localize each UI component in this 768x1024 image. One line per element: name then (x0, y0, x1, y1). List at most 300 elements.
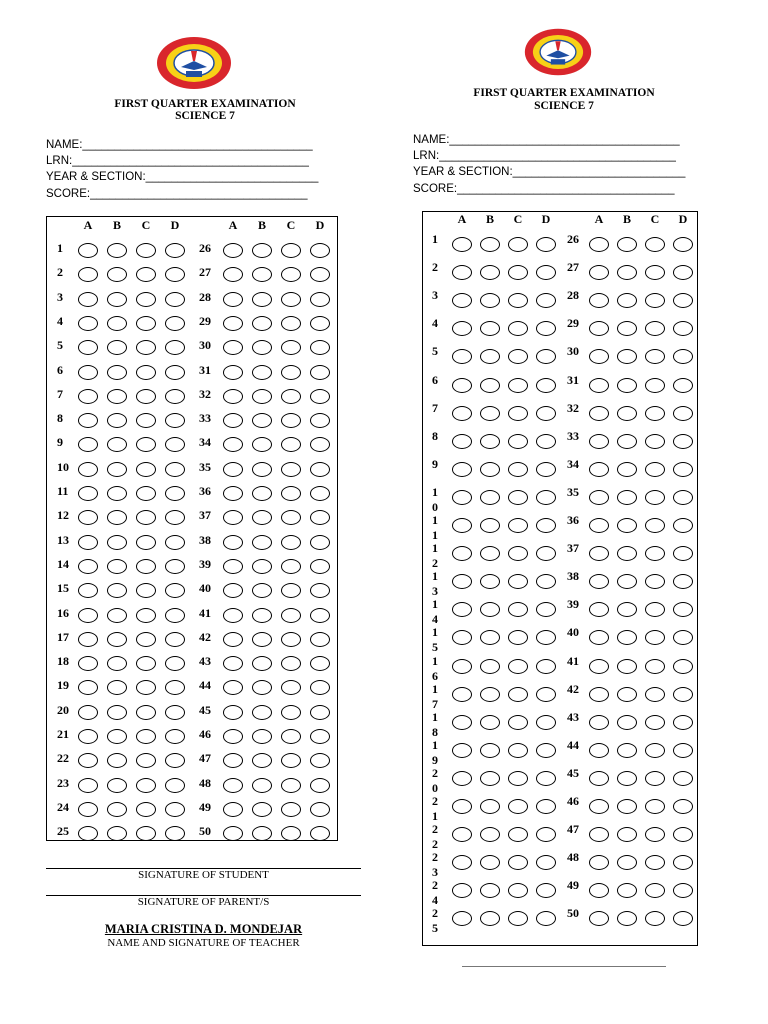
answer-bubble-29-d[interactable] (673, 321, 693, 336)
answer-bubble-25-d[interactable] (165, 826, 185, 841)
answer-bubble-35-b[interactable] (617, 490, 637, 505)
answer-bubble-31-a[interactable] (589, 378, 609, 393)
answer-bubble-8-b[interactable] (107, 413, 127, 428)
answer-bubble-21-b[interactable] (107, 729, 127, 744)
answer-bubble-29-a[interactable] (589, 321, 609, 336)
answer-bubble-6-a[interactable] (452, 378, 472, 393)
answer-bubble-45-b[interactable] (252, 705, 272, 720)
answer-bubble-25-c[interactable] (136, 826, 156, 841)
answer-bubble-36-a[interactable] (589, 518, 609, 533)
answer-bubble-23-d[interactable] (165, 778, 185, 793)
answer-bubble-10-d[interactable] (536, 490, 556, 505)
answer-bubble-3-c[interactable] (136, 292, 156, 307)
answer-bubble-49-b[interactable] (617, 883, 637, 898)
answer-bubble-13-a[interactable] (78, 535, 98, 550)
answer-bubble-15-d[interactable] (536, 630, 556, 645)
answer-bubble-38-d[interactable] (310, 535, 330, 550)
answer-bubble-36-b[interactable] (252, 486, 272, 501)
answer-bubble-46-b[interactable] (617, 799, 637, 814)
answer-bubble-25-b[interactable] (480, 911, 500, 926)
answer-bubble-3-d[interactable] (536, 293, 556, 308)
answer-bubble-24-c[interactable] (136, 802, 156, 817)
answer-bubble-30-d[interactable] (310, 340, 330, 355)
answer-bubble-30-c[interactable] (281, 340, 301, 355)
answer-bubble-17-c[interactable] (508, 687, 528, 702)
answer-bubble-12-b[interactable] (107, 510, 127, 525)
answer-bubble-24-a[interactable] (452, 883, 472, 898)
answer-bubble-1-c[interactable] (508, 237, 528, 252)
answer-bubble-45-a[interactable] (223, 705, 243, 720)
answer-bubble-44-a[interactable] (223, 680, 243, 695)
answer-bubble-36-c[interactable] (645, 518, 665, 533)
answer-bubble-50-c[interactable] (645, 911, 665, 926)
answer-bubble-29-b[interactable] (252, 316, 272, 331)
answer-bubble-32-a[interactable] (223, 389, 243, 404)
answer-bubble-24-c[interactable] (508, 883, 528, 898)
answer-bubble-50-d[interactable] (673, 911, 693, 926)
answer-bubble-34-d[interactable] (673, 462, 693, 477)
lrn-field[interactable]: LRN:_____________________________________ (46, 155, 309, 168)
answer-bubble-36-c[interactable] (281, 486, 301, 501)
answer-bubble-16-b[interactable] (107, 608, 127, 623)
answer-bubble-39-c[interactable] (281, 559, 301, 574)
answer-bubble-15-d[interactable] (165, 583, 185, 598)
answer-bubble-44-d[interactable] (310, 680, 330, 695)
answer-bubble-1-a[interactable] (78, 243, 98, 258)
answer-bubble-40-c[interactable] (281, 583, 301, 598)
answer-bubble-14-a[interactable] (78, 559, 98, 574)
answer-bubble-27-b[interactable] (252, 267, 272, 282)
answer-bubble-37-b[interactable] (617, 546, 637, 561)
answer-bubble-2-a[interactable] (78, 267, 98, 282)
answer-bubble-16-a[interactable] (452, 659, 472, 674)
lrn-field[interactable]: LRN:_____________________________________ (413, 150, 676, 163)
answer-bubble-11-a[interactable] (452, 518, 472, 533)
answer-bubble-37-a[interactable] (223, 510, 243, 525)
answer-bubble-23-d[interactable] (536, 855, 556, 870)
answer-bubble-2-d[interactable] (165, 267, 185, 282)
answer-bubble-22-d[interactable] (165, 753, 185, 768)
answer-bubble-15-c[interactable] (508, 630, 528, 645)
answer-bubble-31-d[interactable] (310, 365, 330, 380)
answer-bubble-26-d[interactable] (310, 243, 330, 258)
answer-bubble-9-c[interactable] (136, 437, 156, 452)
answer-bubble-9-a[interactable] (78, 437, 98, 452)
answer-bubble-4-d[interactable] (536, 321, 556, 336)
answer-bubble-11-a[interactable] (78, 486, 98, 501)
answer-bubble-20-c[interactable] (508, 771, 528, 786)
answer-bubble-34-b[interactable] (252, 437, 272, 452)
answer-bubble-22-b[interactable] (480, 827, 500, 842)
answer-bubble-39-c[interactable] (645, 602, 665, 617)
answer-bubble-6-c[interactable] (136, 365, 156, 380)
answer-bubble-42-c[interactable] (645, 687, 665, 702)
answer-bubble-27-d[interactable] (673, 265, 693, 280)
answer-bubble-31-a[interactable] (223, 365, 243, 380)
answer-bubble-23-a[interactable] (452, 855, 472, 870)
answer-bubble-4-c[interactable] (508, 321, 528, 336)
answer-bubble-44-a[interactable] (589, 743, 609, 758)
answer-bubble-45-a[interactable] (589, 771, 609, 786)
answer-bubble-22-d[interactable] (536, 827, 556, 842)
answer-bubble-38-b[interactable] (252, 535, 272, 550)
answer-bubble-39-a[interactable] (589, 602, 609, 617)
answer-bubble-27-d[interactable] (310, 267, 330, 282)
answer-bubble-7-c[interactable] (136, 389, 156, 404)
answer-bubble-32-c[interactable] (281, 389, 301, 404)
answer-bubble-15-b[interactable] (107, 583, 127, 598)
answer-bubble-42-a[interactable] (223, 632, 243, 647)
answer-bubble-46-c[interactable] (645, 799, 665, 814)
answer-bubble-11-c[interactable] (136, 486, 156, 501)
answer-bubble-47-b[interactable] (617, 827, 637, 842)
answer-bubble-20-a[interactable] (78, 705, 98, 720)
answer-bubble-17-d[interactable] (536, 687, 556, 702)
answer-bubble-1-a[interactable] (452, 237, 472, 252)
answer-bubble-43-b[interactable] (252, 656, 272, 671)
answer-bubble-31-b[interactable] (252, 365, 272, 380)
answer-bubble-28-d[interactable] (673, 293, 693, 308)
year-section-field[interactable]: YEAR & SECTION:___________________________ (46, 171, 319, 184)
answer-bubble-20-c[interactable] (136, 705, 156, 720)
score-field[interactable]: SCORE:__________________________________ (46, 187, 308, 200)
answer-bubble-19-b[interactable] (480, 743, 500, 758)
answer-bubble-4-d[interactable] (165, 316, 185, 331)
answer-bubble-47-b[interactable] (252, 753, 272, 768)
answer-bubble-1-b[interactable] (480, 237, 500, 252)
answer-bubble-19-a[interactable] (452, 743, 472, 758)
answer-bubble-10-c[interactable] (136, 462, 156, 477)
answer-bubble-25-c[interactable] (508, 911, 528, 926)
answer-bubble-32-a[interactable] (589, 406, 609, 421)
answer-bubble-39-d[interactable] (673, 602, 693, 617)
answer-bubble-27-c[interactable] (281, 267, 301, 282)
answer-bubble-24-b[interactable] (107, 802, 127, 817)
answer-bubble-7-b[interactable] (107, 389, 127, 404)
answer-bubble-33-b[interactable] (252, 413, 272, 428)
answer-bubble-49-b[interactable] (252, 802, 272, 817)
answer-bubble-46-d[interactable] (310, 729, 330, 744)
answer-bubble-44-c[interactable] (645, 743, 665, 758)
answer-bubble-25-d[interactable] (536, 911, 556, 926)
answer-bubble-23-c[interactable] (136, 778, 156, 793)
answer-bubble-4-b[interactable] (107, 316, 127, 331)
answer-bubble-17-a[interactable] (78, 632, 98, 647)
answer-bubble-11-d[interactable] (536, 518, 556, 533)
answer-bubble-42-d[interactable] (310, 632, 330, 647)
answer-bubble-13-d[interactable] (536, 574, 556, 589)
answer-bubble-23-b[interactable] (107, 778, 127, 793)
answer-bubble-1-d[interactable] (165, 243, 185, 258)
answer-bubble-43-b[interactable] (617, 715, 637, 730)
answer-bubble-8-c[interactable] (136, 413, 156, 428)
answer-bubble-28-d[interactable] (310, 292, 330, 307)
answer-bubble-40-b[interactable] (252, 583, 272, 598)
answer-bubble-34-d[interactable] (310, 437, 330, 452)
answer-bubble-24-d[interactable] (165, 802, 185, 817)
answer-bubble-35-d[interactable] (310, 462, 330, 477)
answer-bubble-21-c[interactable] (136, 729, 156, 744)
answer-bubble-18-b[interactable] (107, 656, 127, 671)
answer-bubble-38-a[interactable] (589, 574, 609, 589)
answer-bubble-28-b[interactable] (617, 293, 637, 308)
answer-bubble-25-a[interactable] (78, 826, 98, 841)
answer-bubble-12-a[interactable] (78, 510, 98, 525)
answer-bubble-18-b[interactable] (480, 715, 500, 730)
answer-bubble-14-d[interactable] (536, 602, 556, 617)
answer-bubble-31-c[interactable] (645, 378, 665, 393)
answer-bubble-22-b[interactable] (107, 753, 127, 768)
answer-bubble-8-c[interactable] (508, 434, 528, 449)
answer-bubble-23-a[interactable] (78, 778, 98, 793)
answer-bubble-7-a[interactable] (78, 389, 98, 404)
answer-bubble-17-c[interactable] (136, 632, 156, 647)
answer-bubble-34-b[interactable] (617, 462, 637, 477)
answer-bubble-49-d[interactable] (673, 883, 693, 898)
answer-bubble-41-b[interactable] (252, 608, 272, 623)
answer-bubble-13-a[interactable] (452, 574, 472, 589)
answer-bubble-43-c[interactable] (645, 715, 665, 730)
answer-bubble-39-d[interactable] (310, 559, 330, 574)
answer-bubble-28-b[interactable] (252, 292, 272, 307)
answer-bubble-2-c[interactable] (136, 267, 156, 282)
answer-bubble-43-d[interactable] (310, 656, 330, 671)
answer-bubble-41-c[interactable] (281, 608, 301, 623)
answer-bubble-47-d[interactable] (673, 827, 693, 842)
answer-bubble-26-a[interactable] (589, 237, 609, 252)
answer-bubble-16-c[interactable] (136, 608, 156, 623)
answer-bubble-29-d[interactable] (310, 316, 330, 331)
answer-bubble-34-a[interactable] (589, 462, 609, 477)
answer-bubble-37-d[interactable] (310, 510, 330, 525)
answer-bubble-35-c[interactable] (645, 490, 665, 505)
answer-bubble-30-a[interactable] (589, 349, 609, 364)
answer-bubble-41-c[interactable] (645, 659, 665, 674)
answer-bubble-32-c[interactable] (645, 406, 665, 421)
answer-bubble-18-d[interactable] (165, 656, 185, 671)
answer-bubble-26-d[interactable] (673, 237, 693, 252)
answer-bubble-13-c[interactable] (136, 535, 156, 550)
answer-bubble-20-d[interactable] (165, 705, 185, 720)
answer-bubble-18-a[interactable] (78, 656, 98, 671)
answer-bubble-49-c[interactable] (645, 883, 665, 898)
answer-bubble-10-b[interactable] (480, 490, 500, 505)
score-field[interactable]: SCORE:__________________________________ (413, 182, 675, 195)
answer-bubble-39-b[interactable] (617, 602, 637, 617)
answer-bubble-18-c[interactable] (508, 715, 528, 730)
answer-bubble-2-a[interactable] (452, 265, 472, 280)
answer-bubble-5-b[interactable] (480, 349, 500, 364)
answer-bubble-3-d[interactable] (165, 292, 185, 307)
answer-bubble-2-d[interactable] (536, 265, 556, 280)
answer-bubble-6-a[interactable] (78, 365, 98, 380)
answer-bubble-14-b[interactable] (107, 559, 127, 574)
answer-bubble-12-c[interactable] (508, 546, 528, 561)
answer-bubble-20-b[interactable] (480, 771, 500, 786)
answer-bubble-46-a[interactable] (223, 729, 243, 744)
answer-bubble-24-a[interactable] (78, 802, 98, 817)
answer-bubble-30-b[interactable] (252, 340, 272, 355)
answer-bubble-18-a[interactable] (452, 715, 472, 730)
answer-bubble-33-b[interactable] (617, 434, 637, 449)
answer-bubble-27-c[interactable] (645, 265, 665, 280)
answer-bubble-7-b[interactable] (480, 406, 500, 421)
answer-bubble-22-a[interactable] (78, 753, 98, 768)
answer-bubble-44-d[interactable] (673, 743, 693, 758)
answer-bubble-35-a[interactable] (223, 462, 243, 477)
answer-bubble-12-c[interactable] (136, 510, 156, 525)
answer-bubble-10-d[interactable] (165, 462, 185, 477)
answer-bubble-50-b[interactable] (252, 826, 272, 841)
answer-bubble-18-c[interactable] (136, 656, 156, 671)
answer-bubble-40-a[interactable] (223, 583, 243, 598)
answer-bubble-31-b[interactable] (617, 378, 637, 393)
answer-bubble-16-d[interactable] (536, 659, 556, 674)
answer-bubble-26-a[interactable] (223, 243, 243, 258)
answer-bubble-13-d[interactable] (165, 535, 185, 550)
answer-bubble-37-a[interactable] (589, 546, 609, 561)
answer-bubble-4-b[interactable] (480, 321, 500, 336)
answer-bubble-43-d[interactable] (673, 715, 693, 730)
answer-bubble-22-a[interactable] (452, 827, 472, 842)
answer-bubble-33-d[interactable] (673, 434, 693, 449)
answer-bubble-14-a[interactable] (452, 602, 472, 617)
answer-bubble-36-d[interactable] (673, 518, 693, 533)
answer-bubble-45-d[interactable] (310, 705, 330, 720)
answer-bubble-38-c[interactable] (645, 574, 665, 589)
answer-bubble-12-d[interactable] (536, 546, 556, 561)
answer-bubble-19-d[interactable] (536, 743, 556, 758)
answer-bubble-16-a[interactable] (78, 608, 98, 623)
answer-bubble-7-a[interactable] (452, 406, 472, 421)
answer-bubble-23-b[interactable] (480, 855, 500, 870)
answer-bubble-44-c[interactable] (281, 680, 301, 695)
answer-bubble-5-b[interactable] (107, 340, 127, 355)
year-section-field[interactable]: YEAR & SECTION:___________________________ (413, 166, 686, 179)
answer-bubble-39-b[interactable] (252, 559, 272, 574)
answer-bubble-9-b[interactable] (480, 462, 500, 477)
answer-bubble-40-a[interactable] (589, 630, 609, 645)
answer-bubble-6-b[interactable] (480, 378, 500, 393)
answer-bubble-38-c[interactable] (281, 535, 301, 550)
answer-bubble-21-d[interactable] (165, 729, 185, 744)
answer-bubble-29-c[interactable] (281, 316, 301, 331)
answer-bubble-9-d[interactable] (165, 437, 185, 452)
answer-bubble-33-a[interactable] (223, 413, 243, 428)
answer-bubble-37-d[interactable] (673, 546, 693, 561)
answer-bubble-20-b[interactable] (107, 705, 127, 720)
answer-bubble-24-b[interactable] (480, 883, 500, 898)
answer-bubble-19-b[interactable] (107, 680, 127, 695)
answer-bubble-23-c[interactable] (508, 855, 528, 870)
answer-bubble-5-a[interactable] (452, 349, 472, 364)
answer-bubble-6-b[interactable] (107, 365, 127, 380)
answer-bubble-10-c[interactable] (508, 490, 528, 505)
answer-bubble-50-a[interactable] (223, 826, 243, 841)
answer-bubble-37-b[interactable] (252, 510, 272, 525)
answer-bubble-41-b[interactable] (617, 659, 637, 674)
answer-bubble-2-b[interactable] (480, 265, 500, 280)
answer-bubble-28-c[interactable] (281, 292, 301, 307)
answer-bubble-3-c[interactable] (508, 293, 528, 308)
answer-bubble-28-a[interactable] (589, 293, 609, 308)
answer-bubble-45-c[interactable] (281, 705, 301, 720)
answer-bubble-3-b[interactable] (107, 292, 127, 307)
answer-bubble-43-c[interactable] (281, 656, 301, 671)
answer-bubble-14-c[interactable] (508, 602, 528, 617)
answer-bubble-34-c[interactable] (281, 437, 301, 452)
answer-bubble-49-a[interactable] (223, 802, 243, 817)
answer-bubble-42-d[interactable] (673, 687, 693, 702)
answer-bubble-19-d[interactable] (165, 680, 185, 695)
answer-bubble-33-c[interactable] (281, 413, 301, 428)
answer-bubble-27-b[interactable] (617, 265, 637, 280)
answer-bubble-35-b[interactable] (252, 462, 272, 477)
answer-bubble-3-a[interactable] (78, 292, 98, 307)
answer-bubble-5-d[interactable] (536, 349, 556, 364)
answer-bubble-25-a[interactable] (452, 911, 472, 926)
answer-bubble-10-a[interactable] (452, 490, 472, 505)
answer-bubble-32-d[interactable] (310, 389, 330, 404)
answer-bubble-36-d[interactable] (310, 486, 330, 501)
answer-bubble-38-a[interactable] (223, 535, 243, 550)
answer-bubble-7-c[interactable] (508, 406, 528, 421)
answer-bubble-33-d[interactable] (310, 413, 330, 428)
answer-bubble-7-d[interactable] (536, 406, 556, 421)
answer-bubble-33-a[interactable] (589, 434, 609, 449)
answer-bubble-2-b[interactable] (107, 267, 127, 282)
answer-bubble-9-d[interactable] (536, 462, 556, 477)
answer-bubble-11-d[interactable] (165, 486, 185, 501)
answer-bubble-35-d[interactable] (673, 490, 693, 505)
answer-bubble-49-a[interactable] (589, 883, 609, 898)
answer-bubble-12-a[interactable] (452, 546, 472, 561)
answer-bubble-48-c[interactable] (645, 855, 665, 870)
answer-bubble-48-b[interactable] (617, 855, 637, 870)
answer-bubble-31-d[interactable] (673, 378, 693, 393)
answer-bubble-6-c[interactable] (508, 378, 528, 393)
answer-bubble-45-b[interactable] (617, 771, 637, 786)
answer-bubble-8-b[interactable] (480, 434, 500, 449)
answer-bubble-7-d[interactable] (165, 389, 185, 404)
answer-bubble-14-d[interactable] (165, 559, 185, 574)
answer-bubble-42-b[interactable] (617, 687, 637, 702)
answer-bubble-13-c[interactable] (508, 574, 528, 589)
answer-bubble-43-a[interactable] (223, 656, 243, 671)
answer-bubble-21-b[interactable] (480, 799, 500, 814)
answer-bubble-30-c[interactable] (645, 349, 665, 364)
answer-bubble-26-c[interactable] (645, 237, 665, 252)
answer-bubble-3-a[interactable] (452, 293, 472, 308)
answer-bubble-49-c[interactable] (281, 802, 301, 817)
answer-bubble-12-d[interactable] (165, 510, 185, 525)
answer-bubble-28-c[interactable] (645, 293, 665, 308)
answer-bubble-19-c[interactable] (508, 743, 528, 758)
answer-bubble-37-c[interactable] (281, 510, 301, 525)
answer-bubble-2-c[interactable] (508, 265, 528, 280)
answer-bubble-47-d[interactable] (310, 753, 330, 768)
answer-bubble-42-a[interactable] (589, 687, 609, 702)
answer-bubble-12-b[interactable] (480, 546, 500, 561)
answer-bubble-41-d[interactable] (673, 659, 693, 674)
answer-bubble-14-b[interactable] (480, 602, 500, 617)
answer-bubble-32-d[interactable] (673, 406, 693, 421)
answer-bubble-21-a[interactable] (78, 729, 98, 744)
answer-bubble-30-b[interactable] (617, 349, 637, 364)
answer-bubble-40-d[interactable] (310, 583, 330, 598)
answer-bubble-31-c[interactable] (281, 365, 301, 380)
answer-bubble-39-a[interactable] (223, 559, 243, 574)
